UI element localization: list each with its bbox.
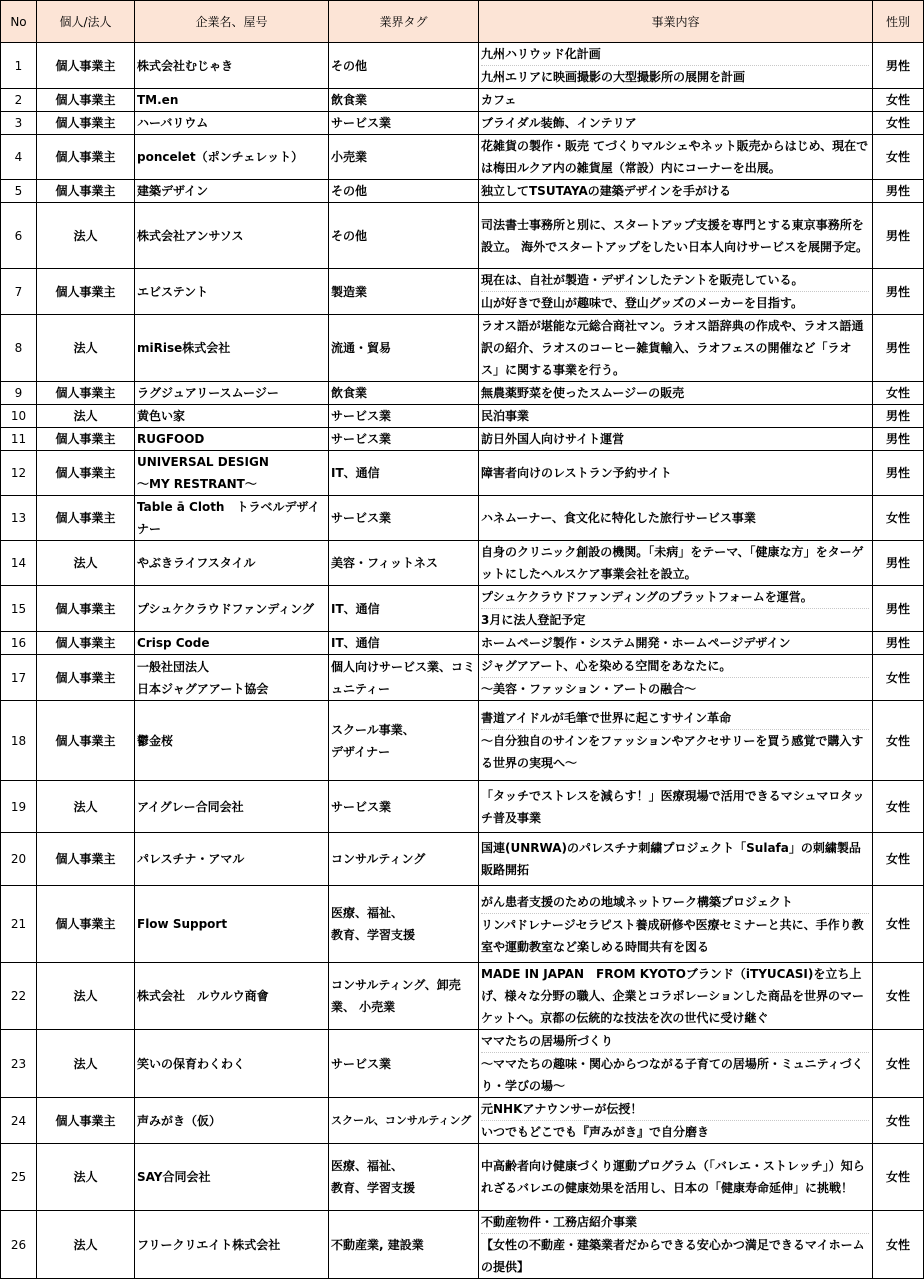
industry-tag-line: 医療、福祉、 — [331, 906, 404, 920]
table-row — [1, 269, 924, 315]
industry-tag — [329, 203, 479, 269]
entity-type: 法人 — [37, 1144, 135, 1211]
row-number: 4 — [1, 135, 37, 180]
header-company: 企業名、屋号 — [135, 1, 329, 43]
entity-type: 法人 — [37, 541, 135, 586]
business-description — [479, 781, 873, 833]
industry-tag-line: サービス業 — [331, 799, 392, 814]
business-description-line: 【女性の不動産・建築業者だからできる安心かつ満足できるマイホームの提供】 — [481, 1238, 865, 1274]
row-number: 25 — [1, 1144, 37, 1211]
row-number: 11 — [1, 428, 37, 451]
entity-type: 法人 — [37, 963, 135, 1030]
gender: 女性 — [873, 781, 924, 833]
entity-type: 法人 — [37, 781, 135, 833]
company-name — [135, 428, 329, 451]
industry-tag-line: デザイナー — [331, 744, 391, 759]
row-number: 8 — [1, 315, 37, 382]
gender: 男性 — [873, 586, 924, 632]
table-row — [1, 586, 924, 632]
company-name-line: 株式会社 ルウルウ商會 — [137, 989, 269, 1003]
entity-type: 個人事業主 — [37, 1098, 135, 1144]
company-name — [135, 963, 329, 1030]
business-description — [479, 963, 873, 1030]
header-type: 個人/法人 — [37, 1, 135, 43]
company-name-line: ～MY RESTRANT～ — [137, 477, 257, 491]
business-description-line: 無農薬野菜を使ったスムージーの販売 — [481, 386, 685, 400]
header-no: No — [1, 1, 37, 43]
company-name-line: 声みがき（仮） — [137, 1113, 222, 1128]
business-description — [479, 315, 873, 382]
gender: 女性 — [873, 496, 924, 541]
industry-tag — [329, 405, 479, 428]
row-number: 15 — [1, 586, 37, 632]
company-name — [135, 1030, 329, 1098]
business-description — [479, 382, 873, 405]
company-name-line: エビステント — [137, 284, 209, 299]
industry-tag — [329, 451, 479, 496]
company-name — [135, 586, 329, 632]
table-row — [1, 655, 924, 701]
company-name-line: UNIVERSAL DESIGN — [137, 455, 269, 469]
business-description-line: 九州エリアに映画撮影の大型撮影所の展開を計画 — [481, 70, 746, 84]
row-number: 5 — [1, 180, 37, 203]
industry-tag — [329, 886, 479, 963]
entity-type: 個人事業主 — [37, 89, 135, 112]
company-name-line: 鬱金桜 — [137, 733, 174, 748]
company-name-line: TM.en — [137, 93, 179, 107]
entity-type: 個人事業主 — [37, 269, 135, 315]
entity-type: 法人 — [37, 1030, 135, 1098]
row-number: 18 — [1, 701, 37, 781]
industry-tag-line: スクール事業、 — [331, 722, 415, 737]
business-description-line: 障害者向けのレストラン予約サイト — [481, 466, 672, 480]
row-number: 16 — [1, 632, 37, 655]
gender: 女性 — [873, 655, 924, 701]
row-number: 1 — [1, 43, 37, 89]
table-row — [1, 135, 924, 180]
company-name-line: 笑いの保育わくわく — [137, 1056, 246, 1071]
row-number: 2 — [1, 89, 37, 112]
industry-tag-line: 製造業 — [331, 284, 368, 299]
table-row — [1, 886, 924, 963]
entity-type: 個人事業主 — [37, 586, 135, 632]
entity-type: 個人事業主 — [37, 496, 135, 541]
business-description-line: リンパドレナージセラピスト養成研修や医療セミナーと共に、手作り教室や運動教室など楽しめる時間共有を図る — [481, 917, 864, 954]
row-number: 17 — [1, 655, 37, 701]
industry-tag — [329, 112, 479, 135]
industry-tag-line: サービス業 — [331, 432, 392, 446]
table-row — [1, 43, 924, 89]
industry-tag-line: その他 — [331, 184, 368, 198]
company-name — [135, 1144, 329, 1211]
entity-type: 個人事業主 — [37, 451, 135, 496]
company-name-line: Flow Support — [137, 917, 228, 931]
industry-tag-line: 飲食業 — [331, 386, 368, 400]
business-description-line: 国連(UNRWA)のパレスチナ刺繍プロジェクト「Sulafa」の刺繍製品販路開拓 — [481, 841, 861, 877]
row-number: 22 — [1, 963, 37, 1030]
entity-type: 個人事業主 — [37, 112, 135, 135]
company-name — [135, 382, 329, 405]
row-number: 12 — [1, 451, 37, 496]
business-description-line: ～ママたちの趣味・関心からつながる子育ての居場所・ミュニティづくり・学びの場～ — [481, 1057, 864, 1093]
company-name-line: 株式会社むじゃき — [137, 58, 234, 73]
business-description-line: 民泊事業 — [481, 409, 530, 423]
row-number: 20 — [1, 833, 37, 886]
industry-tag-line: 小売業 — [331, 150, 368, 164]
company-name-line: プシュケクラウドファンディング — [137, 601, 315, 616]
entity-type: 個人事業主 — [37, 43, 135, 89]
company-name — [135, 269, 329, 315]
business-description-line: 山が好きで登山が趣味で、登山グッズのメーカーを目指す。 — [481, 296, 803, 310]
gender: 男性 — [873, 541, 924, 586]
company-name — [135, 1211, 329, 1279]
business-description — [479, 1211, 873, 1279]
company-name — [135, 632, 329, 655]
row-number: 13 — [1, 496, 37, 541]
gender: 女性 — [873, 833, 924, 886]
company-name-line: 日本ジャグアアート協会 — [137, 681, 269, 696]
gender: 女性 — [873, 1030, 924, 1098]
table-row — [1, 496, 924, 541]
gender: 男性 — [873, 428, 924, 451]
company-name-line: ラグジュアリースムージー — [137, 386, 279, 400]
business-description-line: ブライダル装飾、インテリア — [481, 116, 637, 130]
industry-tag — [329, 541, 479, 586]
industry-tag — [329, 701, 479, 781]
industry-tag — [329, 1030, 479, 1098]
industry-tag-line: 教育、学習支援 — [331, 1181, 416, 1195]
gender: 男性 — [873, 203, 924, 269]
industry-tag — [329, 833, 479, 886]
industry-tag-line: その他 — [331, 58, 368, 73]
business-description — [479, 89, 873, 112]
table-row — [1, 963, 924, 1030]
gender: 女性 — [873, 89, 924, 112]
company-name-line: パレスチナ・アマル — [137, 852, 245, 866]
industry-tag — [329, 43, 479, 89]
business-description-line: ホームページ製作・システム開発・ホームページデザイン — [481, 636, 791, 650]
business-description-line: プシュケクラウドファンディングのプラットフォームを運営。 — [481, 586, 869, 609]
company-name — [135, 496, 329, 541]
industry-tag — [329, 1211, 479, 1279]
table-row — [1, 112, 924, 135]
industry-tag-line: IT、通信 — [331, 636, 380, 650]
gender: 男性 — [873, 632, 924, 655]
row-number: 6 — [1, 203, 37, 269]
business-description-line: いつでもどこでも『声みがき』で自分磨き — [481, 1125, 710, 1139]
company-name — [135, 451, 329, 496]
business-description-line: ジャグアアート、心を染める空間をあなたに。 — [481, 655, 869, 678]
business-description — [479, 405, 873, 428]
entity-type: 個人事業主 — [37, 632, 135, 655]
table-row — [1, 451, 924, 496]
gender: 男性 — [873, 43, 924, 89]
business-description-line: 九州ハリウッド化計画 — [481, 43, 869, 66]
table-row — [1, 382, 924, 405]
row-number: 21 — [1, 886, 37, 963]
gender: 男性 — [873, 269, 924, 315]
company-name-line: Table ā Cloth トラベルデザイナー — [137, 500, 320, 536]
industry-tag-line: サービス業 — [331, 1056, 392, 1071]
business-description — [479, 701, 873, 781]
business-description — [479, 833, 873, 886]
company-name — [135, 203, 329, 269]
business-description-line: MADE IN JAPAN FROM KYOTOブランド（iTYUCASI)を立ち上げ、様々な分野の職人、企業とコラボレーションした商品を世界のマーケットへ。京都の伝統的な技法を次の世代に受け継ぐ — [481, 967, 865, 1025]
table-row — [1, 315, 924, 382]
business-description-line: ハネムーナー、食文化に特化した旅行サービス事業 — [481, 511, 756, 525]
company-name-line: 株式会社アンサソス — [137, 228, 244, 243]
row-number: 14 — [1, 541, 37, 586]
company-name — [135, 405, 329, 428]
gender: 男性 — [873, 315, 924, 382]
row-number: 23 — [1, 1030, 37, 1098]
industry-tag-line: コンサルティング — [331, 852, 426, 866]
business-description — [479, 496, 873, 541]
company-name-line: poncelet（ポンチェレット） — [137, 150, 304, 164]
header-industry: 業界タグ — [329, 1, 479, 43]
industry-tag — [329, 89, 479, 112]
entity-type: 個人事業主 — [37, 701, 135, 781]
business-description — [479, 632, 873, 655]
company-name — [135, 89, 329, 112]
entity-type: 法人 — [37, 1211, 135, 1279]
company-name-line: 一般社団法人 — [137, 659, 210, 674]
industry-tag-line: 個人向けサービス業、コミュニティー — [331, 659, 476, 696]
business-description-line: カフェ — [481, 93, 517, 107]
table-row — [1, 781, 924, 833]
industry-tag — [329, 632, 479, 655]
business-description-line: 司法書士事務所と別に、スタートアップ支援を専門とする東京事務所を設立。 海外でスタートアップをしたい日本人向けサービスを展開予定。 — [481, 217, 868, 254]
industry-tag-line: スクール、コンサルティング — [331, 1113, 472, 1127]
industry-tag — [329, 781, 479, 833]
row-number: 10 — [1, 405, 37, 428]
industry-tag-line: 飲食業 — [331, 93, 368, 107]
company-name-line: フリークリエイト株式会社 — [137, 1237, 281, 1252]
industry-tag-line: コンサルティング、卸売業、 小売業 — [331, 978, 461, 1014]
header-row — [1, 1, 924, 43]
business-description-line: がん患者支援のための地域ネットワーク構築プロジェクト — [481, 891, 869, 914]
business-description — [479, 1144, 873, 1211]
row-number: 9 — [1, 382, 37, 405]
company-name — [135, 541, 329, 586]
industry-tag — [329, 963, 479, 1030]
table-row — [1, 405, 924, 428]
business-description-line: 「タッチでストレスを減らす！」医療現場で活用できるマシュマロタッチ普及事業 — [481, 788, 865, 825]
company-name-line: やぶきライフスタイル — [137, 556, 256, 570]
gender: 女性 — [873, 1098, 924, 1144]
row-number: 24 — [1, 1098, 37, 1144]
business-description-line: ラオス語が堪能な元総合商社マン。ラオス語辞典の作成や、ラオス語通訳の紹介、ラオスのコーヒー雑貨輸入、ラオフェスの開催など「ラオス」に関する事業を行う。 — [481, 319, 864, 377]
company-name — [135, 781, 329, 833]
industry-tag-line: 流通・貿易 — [331, 341, 392, 355]
business-description-line: 書道アイドルが毛筆で世界に起こすサイン革命 — [481, 707, 869, 730]
industry-tag — [329, 496, 479, 541]
table-row — [1, 701, 924, 781]
entity-type: 個人事業主 — [37, 428, 135, 451]
entity-type: 個人事業主 — [37, 135, 135, 180]
company-name — [135, 701, 329, 781]
company-name — [135, 112, 329, 135]
business-description — [479, 1030, 873, 1098]
company-name — [135, 886, 329, 963]
header-gender: 性別 — [873, 1, 924, 43]
gender: 女性 — [873, 135, 924, 180]
company-name — [135, 43, 329, 89]
business-description-line: 中高齢者向け健康づくり運動プログラム（「バレエ・ストレッチ」）知られざるバレエの健康効果を活用し、日本の「健康寿命延伸」に挑戦！ — [481, 1159, 865, 1195]
industry-tag — [329, 655, 479, 701]
business-description-line: ママたちの居場所づくり — [481, 1030, 869, 1053]
row-number: 19 — [1, 781, 37, 833]
industry-tag — [329, 586, 479, 632]
entity-type: 個人事業主 — [37, 886, 135, 963]
business-description — [479, 203, 873, 269]
table-body — [1, 43, 924, 1279]
gender: 女性 — [873, 1144, 924, 1211]
table-row — [1, 1211, 924, 1279]
business-description — [479, 180, 873, 203]
header-desc: 事業内容 — [479, 1, 873, 43]
gender: 女性 — [873, 112, 924, 135]
row-number: 26 — [1, 1211, 37, 1279]
table-row — [1, 203, 924, 269]
industry-tag — [329, 382, 479, 405]
industry-tag — [329, 269, 479, 315]
business-description — [479, 586, 873, 632]
company-name — [135, 833, 329, 886]
table-row — [1, 541, 924, 586]
company-name-line: miRise株式会社 — [137, 341, 231, 355]
company-name-line: RUGFOOD — [137, 432, 205, 446]
table-row — [1, 428, 924, 451]
industry-tag-line: 教育、学習支援 — [331, 928, 416, 942]
company-name-line: アイグレー合同会社 — [137, 799, 244, 814]
industry-tag-line: IT、通信 — [331, 466, 380, 480]
company-name-line: Crisp Code — [137, 636, 210, 650]
business-description — [479, 43, 873, 89]
gender: 女性 — [873, 886, 924, 963]
business-description — [479, 886, 873, 963]
industry-tag-line: 美容・フィットネス — [331, 556, 438, 570]
entity-type: 個人事業主 — [37, 180, 135, 203]
business-description — [479, 541, 873, 586]
company-name — [135, 180, 329, 203]
company-name — [135, 135, 329, 180]
business-description — [479, 655, 873, 701]
gender: 女性 — [873, 1211, 924, 1279]
industry-tag-line: その他 — [331, 228, 368, 243]
company-name — [135, 315, 329, 382]
entity-type: 法人 — [37, 203, 135, 269]
industry-tag-line: サービス業 — [331, 409, 392, 423]
industry-tag-line: サービス業 — [331, 116, 392, 130]
industry-tag — [329, 1098, 479, 1144]
business-description-line: ～美容・ファッション・アートの融合～ — [481, 682, 697, 696]
company-name — [135, 655, 329, 701]
company-name-line: 建築デザイン — [137, 184, 209, 198]
industry-tag — [329, 315, 479, 382]
gender: 男性 — [873, 180, 924, 203]
business-description-line: 独立してTSUTAYAの建築デザインを手がける — [481, 184, 731, 198]
gender: 男性 — [873, 405, 924, 428]
gender: 女性 — [873, 963, 924, 1030]
row-number: 3 — [1, 112, 37, 135]
company-name-line: ハーバリウム — [137, 116, 209, 130]
business-description-line: ～自分独自のサインをファッションやアクセサリーを買う感覚で購入する世界の実現へ～ — [481, 734, 864, 770]
business-description — [479, 428, 873, 451]
industry-tag-line: IT、通信 — [331, 601, 380, 616]
business-description-line: 3月に法人登記予定 — [481, 613, 586, 627]
entity-type: 法人 — [37, 405, 135, 428]
industry-tag-line: サービス業 — [331, 511, 392, 525]
table-row — [1, 1144, 924, 1211]
industry-tag — [329, 180, 479, 203]
business-description — [479, 112, 873, 135]
business-description — [479, 135, 873, 180]
entity-type: 個人事業主 — [37, 833, 135, 886]
industry-tag-line: 不動産業, 建設業 — [331, 1237, 424, 1252]
industry-tag — [329, 1144, 479, 1211]
table-row — [1, 180, 924, 203]
business-description-line: 訪日外国人向けサイト運営 — [481, 432, 625, 446]
company-name-line: SAY合同会社 — [137, 1170, 211, 1184]
business-description-line: 自身のクリニック創設の機関。「未病」をテーマ、「健康な方」をターゲットにしたヘルスケア事業会社を設立。 — [481, 545, 864, 581]
entity-type: 法人 — [37, 315, 135, 382]
table-row — [1, 89, 924, 112]
industry-tag — [329, 135, 479, 180]
table-row — [1, 1030, 924, 1098]
business-description-line: 不動産物件・工務店紹介事業 — [481, 1211, 869, 1234]
table-row — [1, 833, 924, 886]
entity-type: 個人事業主 — [37, 382, 135, 405]
business-description — [479, 1098, 873, 1144]
entity-type: 個人事業主 — [37, 655, 135, 701]
company-name — [135, 1098, 329, 1144]
industry-tag — [329, 428, 479, 451]
gender: 男性 — [873, 451, 924, 496]
company-name-line: 黄色い家 — [137, 409, 186, 423]
business-description-line: 現在は、自社が製造・デザインしたテントを販売している。 — [481, 269, 869, 292]
table-row — [1, 1098, 924, 1144]
gender: 女性 — [873, 701, 924, 781]
business-description-line: 花雑貨の製作・販売 てづくりマルシェやネット販売からはじめ、現在では梅田ルクア内の雑貨屋（常設）内にコーナーを出展。 — [481, 139, 869, 175]
industry-tag-line: 医療、福祉、 — [331, 1159, 404, 1173]
gender: 女性 — [873, 382, 924, 405]
business-description-line: 元NHKアナウンサーが伝授！ — [481, 1098, 869, 1121]
table-row — [1, 632, 924, 655]
business-description — [479, 269, 873, 315]
business-description — [479, 451, 873, 496]
row-number: 7 — [1, 269, 37, 315]
